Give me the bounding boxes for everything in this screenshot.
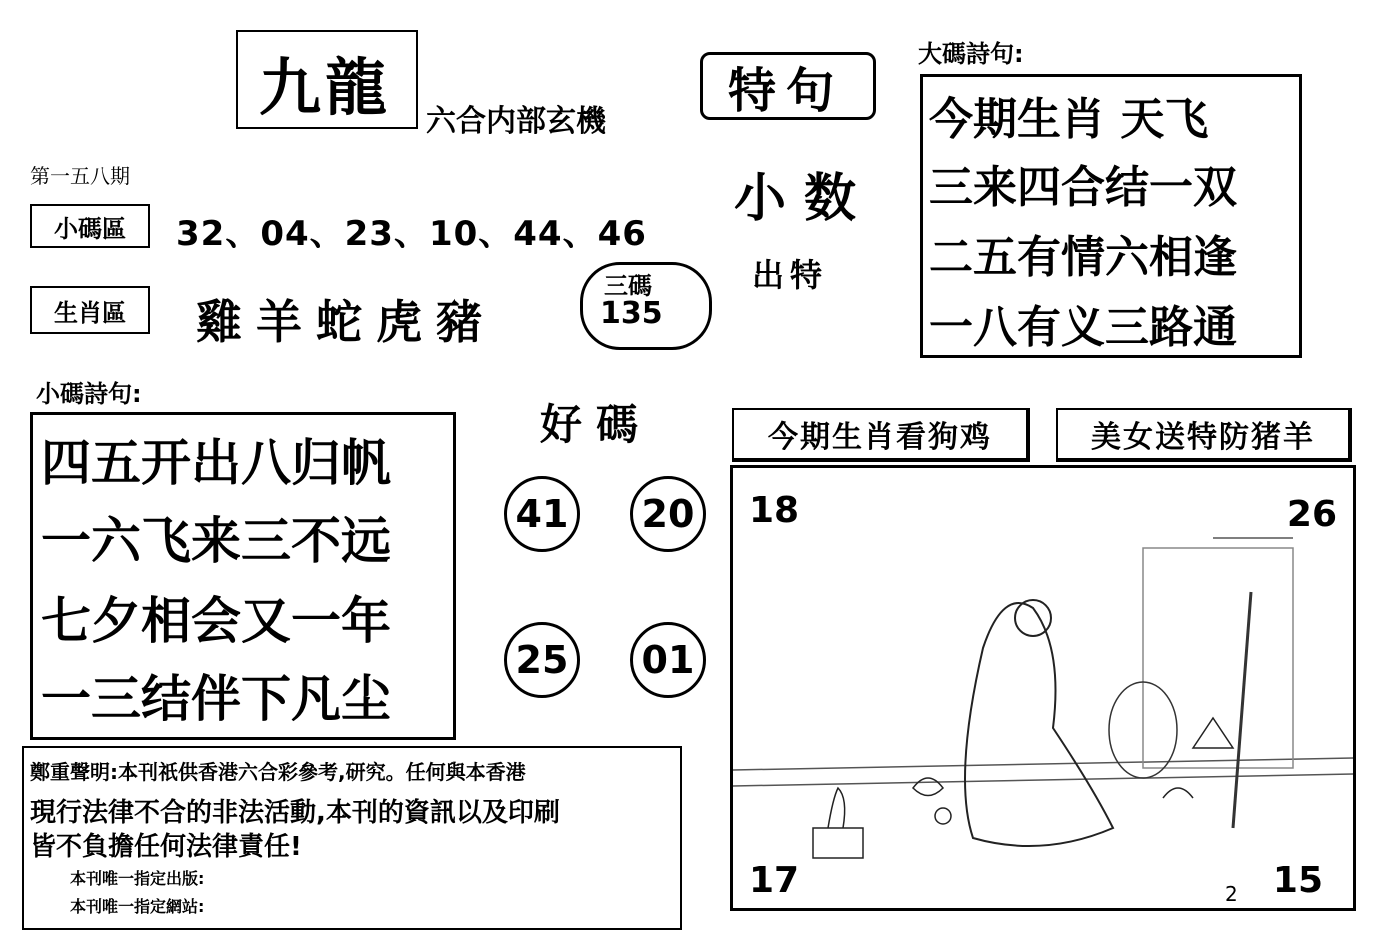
big-poem-title: 大碼詩句: [918,40,1024,68]
issue-number: 第一五八期 [30,164,130,188]
special-phrase-main: 小数 [734,169,875,229]
small-poem-title: 小碼詩句: [36,380,142,408]
big-poem-line: 今期生肖 天飞 [929,94,1209,145]
declaration-line: 現行法律不合的非法活動,本刊的資訊以及印刷 [30,798,560,828]
small-poem-box [30,412,456,740]
good-code-circle: 01 [630,622,706,698]
declaration-website: 本刊唯一指定網站: [70,897,205,916]
small-code-numbers: 32、04、23、10、44、46 [176,214,647,254]
sitting-monk-illustration [733,468,1353,908]
corner-number-bottom-left: 17 [749,860,800,901]
corner-number-top-right: 26 [1286,494,1337,535]
zodiac-label: 生肖區 [30,286,150,334]
small-poem-line: 一六飞来三不远 [41,512,391,570]
good-code-circle: 25 [504,622,580,698]
big-poem-line: 二五有情六相逢 [929,232,1237,283]
zodiac-tag-left: 今期生肖看狗鸡 [732,408,1030,462]
small-poem-line: 一三结伴下凡尘 [41,670,391,728]
corner-number-top-left: 18 [749,490,800,531]
corner-number-bottom-right: 15 [1272,860,1323,901]
three-code-label: 三碼 [604,272,652,300]
good-codes-title: 好碼 [540,400,653,449]
page-title: 九龍 [258,51,391,124]
page-number: 2 [1225,882,1238,906]
zodiac-tag-right: 美女送特防猪羊 [1056,408,1352,462]
small-poem-line: 七夕相会又一年 [41,592,391,650]
small-code-label: 小碼區 [30,204,150,248]
big-poem-line: 三来四合结一双 [929,162,1237,213]
zodiac-animals: 雞羊蛇虎豬 [196,295,496,349]
small-poem-line: 四五开出八归帆 [41,434,391,492]
big-poem-box [920,74,1302,358]
good-code-circle: 20 [630,476,706,552]
declaration-line: 鄭重聲明:本刊祇供香港六合彩參考,研究。任何與本香港 [30,760,526,784]
big-poem-line: 一八有义三路通 [929,302,1237,353]
declaration-publisher: 本刊唯一指定出版: [70,869,205,888]
three-code-value: 135 [600,296,663,331]
special-phrase-badge: 特句 [727,63,844,119]
good-code-circle: 41 [504,476,580,552]
declaration-line: 皆不負擔任何法律責任! [30,832,302,862]
illustration-frame [730,465,1356,911]
page-subtitle: 六合内部玄機 [426,104,606,139]
special-phrase-sub: 出特 [752,256,829,294]
